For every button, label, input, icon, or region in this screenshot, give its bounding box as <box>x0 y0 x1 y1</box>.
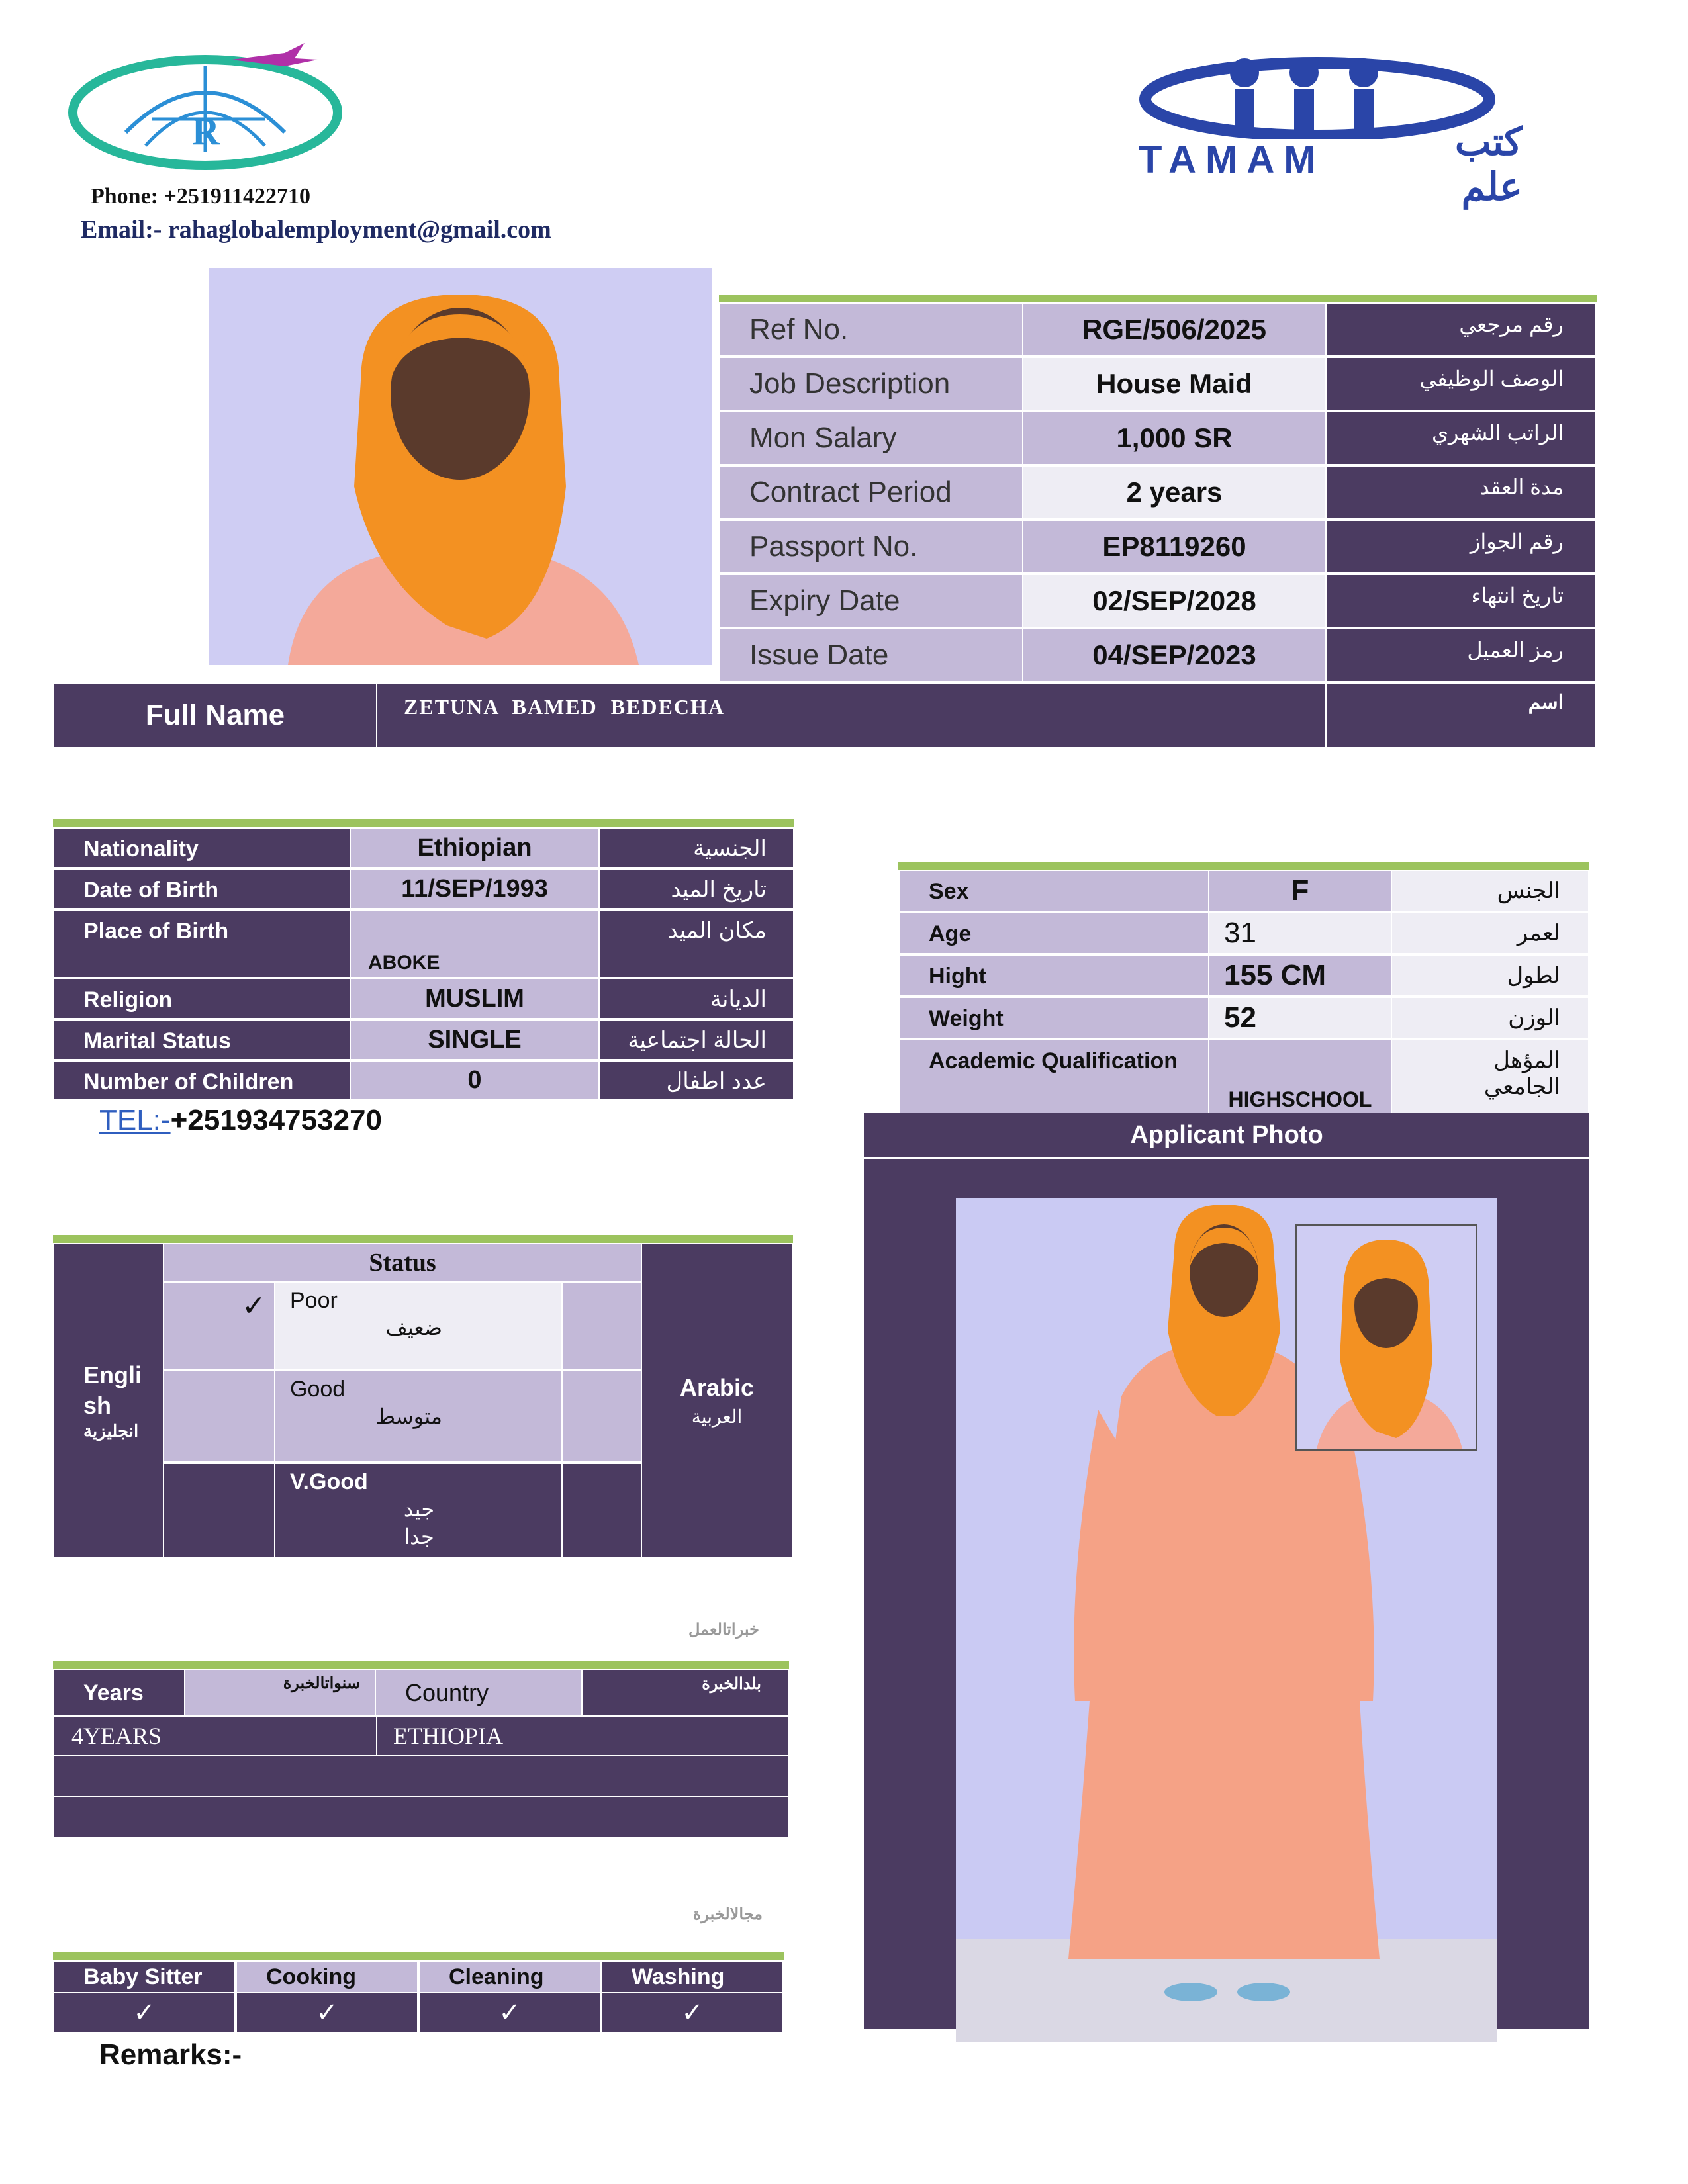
country-arabic-cell <box>581 1669 789 1717</box>
personal-value: ABOKE <box>368 952 440 974</box>
language-level-ar: متوسط <box>375 1404 442 1428</box>
skill-checkmark-icon: ✓ <box>316 1998 338 2027</box>
skill-header-cell <box>53 1960 236 1993</box>
language-check-cell <box>163 1370 275 1463</box>
physical-label: Sex <box>929 879 969 904</box>
full-name-label-cell <box>53 683 377 748</box>
personal-table <box>53 827 794 1100</box>
personal-value-cell <box>350 827 600 868</box>
ref-arabic: رقم الجواز <box>1470 529 1564 553</box>
physical-value: HIGHSCHOOL <box>1228 1087 1372 1111</box>
phone-text: Phone: +251911422710 <box>91 184 310 208</box>
ref-value: EP8119260 <box>1102 531 1246 562</box>
ref-label: Passport No. <box>749 530 918 563</box>
personal-value: 0 <box>467 1066 482 1094</box>
skill-check-cell <box>236 1992 418 2033</box>
arabic-lang-label: Arabic <box>679 1373 755 1401</box>
physical-value: 31 <box>1224 917 1256 949</box>
applicant-photo-header-line <box>864 1157 1589 1159</box>
personal-arabic-cell <box>598 868 794 909</box>
skill-check-cell <box>601 1992 784 2033</box>
skills-table <box>53 1960 784 2033</box>
raha-logo-letter: R <box>192 110 220 153</box>
physical-label-cell <box>898 870 1209 912</box>
personal-label-cell <box>53 978 351 1019</box>
physical-value-cell <box>1208 870 1392 912</box>
personal-value-cell <box>350 1060 600 1100</box>
ref-arabic: رقم مرجعي <box>1459 312 1564 336</box>
skill-label: Baby Sitter <box>83 1964 203 1989</box>
ref-value-cell <box>1022 411 1327 465</box>
ref-label: Job Description <box>749 367 951 400</box>
physical-value: 52 <box>1224 1001 1256 1034</box>
ref-value-cell <box>1022 302 1327 357</box>
full-name-label: Full Name <box>145 699 285 731</box>
personal-label: Nationality <box>83 837 199 862</box>
skill-checkmark-icon: ✓ <box>681 1998 704 2027</box>
ref-arabic-cell <box>1325 411 1597 465</box>
skill-label: Cooking <box>266 1964 356 1989</box>
passport-photo <box>209 268 712 665</box>
physical-arabic: لطول <box>1507 963 1560 988</box>
ref-arabic-cell <box>1325 520 1597 574</box>
physical-label-cell <box>898 1039 1209 1116</box>
personal-arabic: الديانة <box>710 987 767 1012</box>
personal-value-cell <box>350 1019 600 1060</box>
ref-arabic: رمز العميل <box>1467 638 1564 662</box>
arabic-lang-arabic: العربية <box>691 1406 743 1427</box>
ref-value: 1,000 SR <box>1116 422 1233 453</box>
applicant-photo-title: Applicant Photo <box>1130 1121 1323 1149</box>
language-table-accent <box>53 1235 793 1243</box>
ref-arabic-cell <box>1325 357 1597 411</box>
ref-arabic-cell <box>1325 574 1597 628</box>
language-level-en: V.Good <box>290 1469 368 1494</box>
ref-arabic: الراتب الشهري <box>1431 421 1564 445</box>
language-side-cell <box>561 1370 642 1463</box>
raha-logo <box>66 40 364 185</box>
ref-table-accent <box>719 295 1597 302</box>
skill-header-cell <box>236 1960 418 1993</box>
country-header: Country <box>405 1679 489 1706</box>
tamam-logo-text: TAMAM <box>1139 138 1325 181</box>
ref-value-cell <box>1022 628 1327 682</box>
personal-label: Place of Birth <box>83 919 229 944</box>
personal-arabic: تاريخ الميد <box>671 877 767 902</box>
skill-checkmark-icon: ✓ <box>133 1998 156 2027</box>
experience-row-years-cell <box>53 1715 377 1756</box>
english-cell <box>53 1243 164 1558</box>
english-label: English <box>83 1361 142 1419</box>
personal-arabic: الحالة اجتماعية <box>628 1028 767 1053</box>
ref-label-cell <box>719 465 1023 520</box>
personal-label-cell <box>53 868 351 909</box>
country-arabic: بلدالخبرة <box>702 1675 761 1693</box>
physical-arabic: لعمر <box>1517 921 1560 946</box>
ref-arabic: تاريخ انتهاء <box>1471 584 1564 608</box>
physical-value: F <box>1291 874 1309 907</box>
language-level-cell <box>274 1370 563 1463</box>
physical-arabic-cell <box>1391 912 1589 954</box>
physical-arabic-cell <box>1391 1039 1589 1116</box>
physical-table <box>898 870 1589 1116</box>
language-level-cell <box>274 1463 563 1558</box>
ref-value-cell <box>1022 520 1327 574</box>
ref-value: 02/SEP/2028 <box>1092 585 1256 616</box>
personal-arabic: عدد اطفال <box>666 1069 767 1094</box>
personal-label: Religion <box>83 987 173 1013</box>
personal-arabic-cell <box>598 1019 794 1060</box>
physical-arabic: المؤهل الجامعي <box>1483 1048 1560 1099</box>
physical-table-accent <box>898 862 1589 870</box>
experience-table-accent <box>53 1661 789 1669</box>
language-check-cell <box>163 1281 275 1370</box>
personal-value-cell <box>350 868 600 909</box>
skills-caption: مجالالخبرة <box>692 1905 763 1923</box>
skill-label: Washing <box>632 1964 725 1989</box>
language-level-ar: ضعيف <box>385 1316 442 1340</box>
ref-value: House Maid <box>1096 368 1252 399</box>
personal-value: Ethiopian <box>417 833 532 862</box>
ref-label: Mon Salary <box>749 422 897 454</box>
personal-label-cell <box>53 1019 351 1060</box>
physical-label: Weight <box>929 1006 1004 1031</box>
experience-caption: خبراتالعمل <box>688 1621 759 1639</box>
physical-value-cell <box>1208 954 1392 997</box>
physical-label-cell <box>898 997 1209 1039</box>
experience-row-country: ETHIOPIA <box>393 1723 503 1749</box>
language-level-cell <box>274 1281 563 1370</box>
experience-empty-row-2 <box>53 1796 789 1839</box>
personal-value: 11/SEP/1993 <box>401 874 548 903</box>
ref-label-cell <box>719 357 1023 411</box>
full-name-value-cell <box>376 683 1327 748</box>
personal-arabic-cell <box>598 827 794 868</box>
ref-label: Contract Period <box>749 476 952 508</box>
personal-arabic-cell <box>598 909 794 978</box>
ref-label: Ref No. <box>749 313 849 345</box>
physical-value-cell <box>1208 1039 1392 1116</box>
physical-label: Hight <box>929 964 986 989</box>
experience-empty-row-1 <box>53 1755 789 1797</box>
ref-value-cell <box>1022 574 1327 628</box>
personal-value-cell <box>350 909 600 978</box>
checkmark-icon: ✓ <box>242 1290 266 1322</box>
personal-value: SINGLE <box>428 1025 522 1054</box>
physical-arabic-cell <box>1391 997 1589 1039</box>
skill-check-cell <box>418 1992 601 2033</box>
physical-arabic-cell <box>1391 954 1589 997</box>
ref-label-cell <box>719 302 1023 357</box>
years-header: Years <box>83 1680 144 1706</box>
physical-arabic: الوزن <box>1508 1005 1560 1030</box>
ref-label: Issue Date <box>749 639 889 671</box>
ref-label: Expiry Date <box>749 584 900 617</box>
language-check-cell <box>163 1463 275 1558</box>
skill-check-cell <box>53 1992 236 2033</box>
personal-value: MUSLIM <box>425 984 524 1013</box>
personal-label: Number of Children <box>83 1069 294 1095</box>
personal-value-cell <box>350 978 600 1019</box>
personal-label: Marital Status <box>83 1028 231 1054</box>
language-side-cell <box>561 1281 642 1370</box>
language-level-en: Poor <box>290 1288 338 1313</box>
years-arabic-cell <box>184 1669 376 1717</box>
physical-arabic-cell <box>1391 870 1589 912</box>
ref-arabic-cell <box>1325 465 1597 520</box>
tel-link[interactable]: TEL:- <box>99 1104 171 1136</box>
years-arabic: سنواتالخبرة <box>283 1674 360 1692</box>
ref-arabic-cell <box>1325 628 1597 682</box>
physical-arabic: الجنس <box>1497 878 1560 903</box>
arabic-lang-cell <box>641 1243 793 1558</box>
skill-checkmark-icon: ✓ <box>498 1998 521 2027</box>
physical-value-cell <box>1208 997 1392 1039</box>
ref-value-cell <box>1022 465 1327 520</box>
tel-line <box>99 1104 382 1137</box>
personal-arabic: مكان الميد <box>667 918 767 943</box>
physical-value: 155 CM <box>1224 959 1327 991</box>
ref-value: 04/SEP/2023 <box>1092 639 1256 670</box>
ref-label-cell <box>719 628 1023 682</box>
experience-row-years: 4YEARS <box>71 1723 162 1749</box>
physical-label: Age <box>929 921 972 946</box>
country-header-cell <box>375 1669 583 1717</box>
ref-arabic-cell <box>1325 302 1597 357</box>
personal-label-cell <box>53 1060 351 1100</box>
language-level-en: Good <box>290 1377 346 1402</box>
experience-row-country-cell <box>376 1715 789 1756</box>
ref-arabic: الوصف الوظيفي <box>1419 367 1564 390</box>
personal-arabic-cell <box>598 978 794 1019</box>
personal-arabic: الجنسية <box>693 836 767 861</box>
skill-header-cell <box>601 1960 784 1993</box>
full-name-arabic-cell <box>1325 683 1597 748</box>
email-text: Email:- rahaglobalemployment@gmail.com <box>81 216 551 244</box>
physical-label-cell <box>898 954 1209 997</box>
skill-label: Cleaning <box>449 1964 544 1989</box>
applicant-inset-photo <box>1295 1224 1477 1451</box>
ref-arabic: مدة العقد <box>1479 475 1564 499</box>
ref-value: RGE/506/2025 <box>1082 314 1266 345</box>
english-arabic: انجليزية <box>83 1420 139 1441</box>
tamam-logo <box>1139 46 1523 208</box>
language-level-ar: جيد جدا <box>403 1497 435 1549</box>
physical-value-cell <box>1208 912 1392 954</box>
remarks-label: Remarks:- <box>99 2038 242 2071</box>
personal-arabic-cell <box>598 1060 794 1100</box>
personal-table-accent <box>53 819 794 827</box>
ref-label-cell <box>719 520 1023 574</box>
skill-header-cell <box>418 1960 601 1993</box>
years-header-cell <box>53 1669 185 1717</box>
status-header: Status <box>369 1249 436 1277</box>
skills-table-accent <box>53 1952 784 1960</box>
ref-label-cell <box>719 411 1023 465</box>
status-header-cell <box>163 1243 642 1283</box>
physical-label: Academic Qualification <box>929 1048 1178 1073</box>
personal-label: Date of Birth <box>83 878 218 903</box>
personal-label-cell <box>53 827 351 868</box>
ref-table <box>719 302 1597 683</box>
full-name-value: ZETUNA BAMED BEDECHA <box>404 695 725 719</box>
ref-label-cell <box>719 574 1023 628</box>
ref-value-cell <box>1022 357 1327 411</box>
tel-number: +251934753270 <box>170 1104 382 1136</box>
physical-label-cell <box>898 912 1209 954</box>
language-levels <box>163 1281 642 1558</box>
full-name-arabic: اسم <box>1528 692 1564 713</box>
language-side-cell <box>561 1463 642 1558</box>
personal-label-cell <box>53 909 351 978</box>
ref-value: 2 years <box>1126 477 1223 508</box>
tamam-logo-arabic: كتب علم <box>1454 120 1523 208</box>
